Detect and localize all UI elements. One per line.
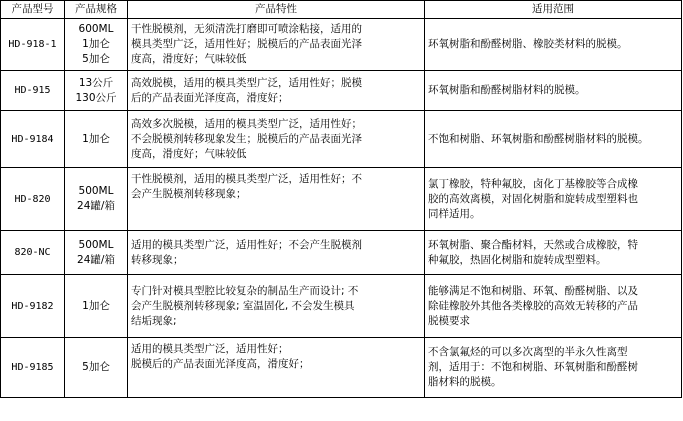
range-cell — [425, 275, 682, 338]
range-cell — [425, 231, 682, 275]
features-line: 高效脱模，适用的模具类型广泛，适用性好；脱模 — [131, 76, 362, 89]
range-line: 环氧树脂、聚合酯材料，天然或合成橡胶，特 — [428, 238, 638, 251]
table-row — [1, 19, 682, 71]
features-line: 干性脱模剂，适用的模具类型广泛，适用性好；不 — [131, 173, 362, 185]
model-cell: 820-NC — [1, 231, 65, 275]
range-line: 能够满足不饱和树脂、环氧、酚醛树脂、以及 — [428, 284, 638, 297]
features-line: 度高，滑度好；气味较低 — [131, 147, 247, 160]
range-cell — [425, 168, 682, 231]
header-model: 产品型号 — [1, 1, 65, 19]
features-line: 会产生脱模剂转移现象； — [131, 188, 247, 200]
spec-cell — [65, 231, 128, 275]
header-features: 产品特性 — [128, 1, 425, 19]
range-cell — [425, 338, 682, 398]
range-line: 脂材料的脱模。 — [428, 376, 502, 388]
features-cell — [128, 231, 425, 275]
header-spec: 产品规格 — [65, 1, 128, 19]
range-line: 脱模要求 — [428, 314, 470, 327]
model-cell: HD-820 — [1, 168, 65, 231]
range-line: 不饱和树脂、环氧树脂和酚醛树脂材料的脱模。 — [428, 132, 649, 145]
model-cell: HD-918-1 — [1, 19, 65, 71]
table-row — [1, 231, 682, 275]
range-line: 剂，适用于：不饱和树脂、环氧树脂和酚醛树 — [428, 361, 638, 373]
spec-cell — [65, 168, 128, 231]
features-line: 转移现象； — [131, 253, 184, 266]
features-line: 会产生脱模剂转移现象; 室温固化, 不会发生模具 — [131, 299, 355, 312]
range-cell — [425, 111, 682, 168]
features-cell — [128, 71, 425, 111]
spec-line: 13公斤 — [78, 76, 114, 89]
spec-cell — [65, 111, 128, 168]
table-row — [1, 168, 682, 231]
spec-line: 24罐/箱 — [77, 253, 115, 266]
features-line: 干性脱模剂，无须清洗打磨即可喷涂粘接，适用的 — [131, 23, 362, 35]
spec-line: 1加仑 — [82, 299, 110, 312]
spec-line: 500ML — [78, 238, 114, 251]
range-line: 不含氯氟烃的可以多次离型的半永久性离型 — [428, 346, 628, 358]
header-range: 适用范围 — [425, 1, 682, 19]
spec-line: 5加仑 — [82, 361, 110, 373]
table-row — [1, 275, 682, 338]
range-line: 环氧树脂和酚醛树脂、橡胶类材料的脱模。 — [428, 38, 628, 50]
features-line: 高效多次脱模，适用的模具类型广泛，适用性好； — [131, 117, 362, 130]
range-line: 种氟胶，热固化树脂和旋转成型塑料。 — [428, 253, 607, 266]
model-cell: HD-9182 — [1, 275, 65, 338]
range-cell — [425, 19, 682, 71]
features-cell — [128, 111, 425, 168]
spec-line: 5加仑 — [82, 53, 110, 65]
features-line: 脱模后的产品表面光泽度高，滑度好； — [131, 358, 310, 370]
spec-cell — [65, 71, 128, 111]
features-line: 适用的模具类型广泛，适用性好； — [131, 343, 289, 355]
features-line: 后的产品表面光泽度高，滑度好； — [131, 91, 289, 104]
features-cell — [128, 19, 425, 71]
features-cell — [128, 275, 425, 338]
features-cell — [128, 338, 425, 398]
spec-cell — [65, 19, 128, 71]
range-line: 同样适用。 — [428, 207, 481, 220]
spec-line: 130公斤 — [75, 91, 117, 104]
range-line: 环氧树脂和酚醛树脂材料的脱模。 — [428, 84, 586, 96]
table-row — [1, 71, 682, 111]
spec-cell — [65, 338, 128, 398]
spec-line: 1加仑 — [82, 132, 110, 145]
spec-line: 600ML — [78, 23, 114, 35]
range-cell — [425, 71, 682, 111]
features-line: 度高，滑度好；气味较低 — [131, 53, 247, 65]
table-row — [1, 338, 682, 398]
features-line: 结垢现象; — [131, 314, 177, 327]
header-row — [1, 1, 682, 19]
model-cell: HD-915 — [1, 71, 65, 111]
range-line: 除硅橡胶外其他各类橡胶的高效无转移的产品 — [428, 299, 638, 312]
features-line: 专门针对模具型腔比较复杂的制品生产而设计; 不 — [131, 284, 359, 297]
spec-line: 500ML — [78, 185, 114, 197]
range-line: 胶的高效离模，对固化树脂和旋转成型塑料也 — [428, 192, 638, 205]
features-line: 模具类型广泛，适用性好；脱模后的产品表面光泽 — [131, 38, 362, 50]
model-cell: HD-9184 — [1, 111, 65, 168]
features-line: 不会脱模剂转移现象发生；脱模后的产品表面光泽 — [131, 132, 362, 145]
range-line: 氯丁橡胶，特种氟胶，卤化丁基橡胶等合成橡 — [428, 177, 638, 190]
table-row — [1, 111, 682, 168]
features-cell — [128, 168, 425, 231]
spec-cell — [65, 275, 128, 338]
features-line: 适用的模具类型广泛，适用性好；不会产生脱模剂 — [131, 238, 362, 251]
spec-line: 24罐/箱 — [77, 200, 115, 212]
spec-line: 1加仑 — [82, 38, 110, 50]
model-cell: HD-9185 — [1, 338, 65, 398]
